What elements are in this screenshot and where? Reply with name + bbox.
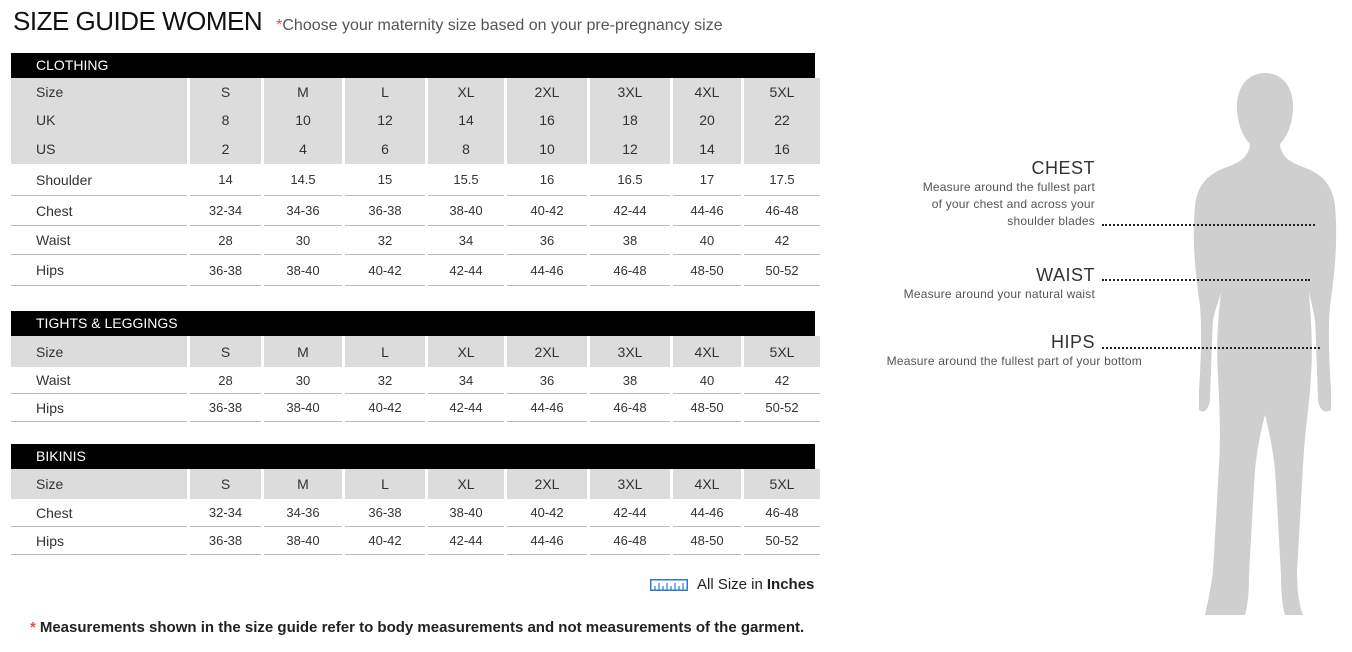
table-row <box>11 255 820 286</box>
table-row <box>11 196 820 226</box>
page-header <box>13 6 723 40</box>
hips-description: Measure around the fullest part of your bottom <box>886 354 1142 368</box>
table-cell: 40-42 <box>345 394 425 422</box>
table-cell: 36-38 <box>345 196 425 226</box>
table-cell: 4XL <box>673 78 741 106</box>
clothing-header: CLOTHING <box>11 53 815 78</box>
table-row <box>11 134 820 164</box>
table-cell: 4XL <box>673 469 741 499</box>
table-cell: 32 <box>345 367 425 394</box>
table-cell: S <box>190 469 261 499</box>
table-cell: L <box>345 336 425 367</box>
table-cell: 16.5 <box>590 164 670 196</box>
units-value: Inches <box>766 576 815 593</box>
table-cell: 16 <box>507 106 587 134</box>
table-cell: 46-48 <box>744 196 820 226</box>
table-cell: 32-34 <box>190 499 261 527</box>
table-cell: 16 <box>744 134 820 164</box>
row-label: Chest <box>11 499 187 527</box>
table-cell: 6 <box>345 134 425 164</box>
table-cell: 40 <box>673 367 741 394</box>
table-cell: 4 <box>264 134 342 164</box>
table-cell: M <box>264 469 342 499</box>
table-cell: 3XL <box>590 336 670 367</box>
table-cell: 46-48 <box>590 527 670 555</box>
table-cell: 38-40 <box>264 527 342 555</box>
table-cell: 3XL <box>590 469 670 499</box>
table-cell: 32-34 <box>190 196 261 226</box>
table-cell: 42 <box>744 226 820 255</box>
chest-label: CHEST <box>1031 158 1095 178</box>
table-cell: 30 <box>264 226 342 255</box>
chest-guide-line <box>1102 224 1315 226</box>
row-label: UK <box>11 106 187 134</box>
table-cell: 16 <box>507 164 587 196</box>
table-row <box>11 164 820 196</box>
table-cell: 38-40 <box>264 394 342 422</box>
table-cell: 12 <box>590 134 670 164</box>
table-cell: S <box>190 336 261 367</box>
table-cell: 36-38 <box>345 499 425 527</box>
table-row <box>11 226 820 255</box>
bikinis-section <box>11 444 815 555</box>
table-cell: 30 <box>264 367 342 394</box>
chest-desc-line: Measure around the fullest part <box>922 180 1095 194</box>
table-cell: 36 <box>507 226 587 255</box>
table-cell: 48-50 <box>673 394 741 422</box>
table-cell: 44-46 <box>507 394 587 422</box>
table-cell: 40-42 <box>507 499 587 527</box>
bikinis-header: BIKINIS <box>11 444 815 469</box>
table-cell: 42-44 <box>428 527 504 555</box>
table-cell: L <box>345 469 425 499</box>
table-cell: 46-48 <box>744 499 820 527</box>
table-cell: M <box>264 336 342 367</box>
table-cell: 44-46 <box>507 255 587 286</box>
table-cell: 36-38 <box>190 394 261 422</box>
page-title: SIZE GUIDE WOMEN <box>13 6 263 36</box>
table-cell: 15 <box>345 164 425 196</box>
table-cell: 28 <box>190 226 261 255</box>
table-cell: 36-38 <box>190 527 261 555</box>
table-cell: XL <box>428 336 504 367</box>
chest-desc-line: shoulder blades <box>1007 214 1095 228</box>
table-row <box>11 336 820 367</box>
table-cell: 2 <box>190 134 261 164</box>
table-cell: 48-50 <box>673 255 741 286</box>
waist-guide-line <box>1102 279 1310 281</box>
table-cell: 36 <box>507 367 587 394</box>
table-row <box>11 367 820 394</box>
hips-label: HIPS <box>1050 332 1095 352</box>
table-cell: 42-44 <box>428 394 504 422</box>
row-label: Waist <box>11 367 187 394</box>
footnote <box>30 619 804 636</box>
tights-table <box>8 336 823 422</box>
table-cell: 14 <box>428 106 504 134</box>
table-cell: 44-46 <box>673 499 741 527</box>
table-cell: 14 <box>673 134 741 164</box>
row-label: Hips <box>11 394 187 422</box>
table-cell: 44-46 <box>507 527 587 555</box>
table-cell: 5XL <box>744 78 820 106</box>
table-cell: 34 <box>428 367 504 394</box>
table-cell: 8 <box>190 106 261 134</box>
table-cell: 14 <box>190 164 261 196</box>
row-label: US <box>11 134 187 164</box>
footnote-text: Measurements shown in the size guide refer to body measurements and not measurements of the garment. <box>39 619 805 636</box>
table-cell: 42-44 <box>428 255 504 286</box>
table-cell: 36-38 <box>190 255 261 286</box>
table-cell: 2XL <box>507 78 587 106</box>
table-cell: 32 <box>345 226 425 255</box>
table-cell: 2XL <box>507 469 587 499</box>
table-cell: 5XL <box>744 336 820 367</box>
units-prefix: All Size in <box>697 576 763 593</box>
row-label: Size <box>11 336 187 367</box>
table-cell: 34-36 <box>264 196 342 226</box>
table-row <box>11 106 820 134</box>
table-cell: 38 <box>590 367 670 394</box>
tights-header: TIGHTS & LEGGINGS <box>11 311 815 336</box>
table-cell: XL <box>428 78 504 106</box>
row-label: Waist <box>11 226 187 255</box>
row-label: Size <box>11 469 187 499</box>
table-cell: 38-40 <box>264 255 342 286</box>
table-cell: 44-46 <box>673 196 741 226</box>
units-note <box>650 576 814 593</box>
chest-description <box>860 179 1095 230</box>
maternity-note <box>276 17 722 35</box>
row-label: Chest <box>11 196 187 226</box>
table-cell: 4XL <box>673 336 741 367</box>
table-cell: 40-42 <box>507 196 587 226</box>
hips-guide-line <box>1102 347 1320 349</box>
table-cell: 20 <box>673 106 741 134</box>
body-silhouette <box>1185 70 1345 620</box>
table-cell: 5XL <box>744 469 820 499</box>
table-row <box>11 527 820 555</box>
table-cell: 34-36 <box>264 499 342 527</box>
table-cell: 17.5 <box>744 164 820 196</box>
table-cell: 40 <box>673 226 741 255</box>
table-cell: 38-40 <box>428 499 504 527</box>
table-cell: S <box>190 78 261 106</box>
row-label: Shoulder <box>11 164 187 196</box>
table-cell: 15.5 <box>428 164 504 196</box>
waist-description: Measure around your natural waist <box>903 287 1095 301</box>
table-cell: 42-44 <box>590 196 670 226</box>
row-label: Size <box>11 78 187 106</box>
table-cell: 40-42 <box>345 255 425 286</box>
chest-desc-line: of your chest and across your <box>931 197 1095 211</box>
table-cell: 38-40 <box>428 196 504 226</box>
table-cell: 28 <box>190 367 261 394</box>
row-label: Hips <box>11 255 187 286</box>
bikinis-table <box>8 469 823 555</box>
table-cell: 34 <box>428 226 504 255</box>
table-cell: 8 <box>428 134 504 164</box>
note-text: Choose your maternity size based on your pre-pregnancy size <box>282 17 723 34</box>
table-cell: 50-52 <box>744 527 820 555</box>
table-cell: 2XL <box>507 336 587 367</box>
table-cell: 3XL <box>590 78 670 106</box>
table-cell: 14.5 <box>264 164 342 196</box>
ruler-icon <box>650 579 688 591</box>
table-cell: 10 <box>264 106 342 134</box>
table-cell: XL <box>428 469 504 499</box>
table-cell: 48-50 <box>673 527 741 555</box>
table-cell: 38 <box>590 226 670 255</box>
table-cell: 22 <box>744 106 820 134</box>
waist-label: WAIST <box>1036 265 1095 285</box>
table-row <box>11 78 820 106</box>
table-cell: 18 <box>590 106 670 134</box>
tights-section <box>11 311 815 422</box>
table-cell: 46-48 <box>590 255 670 286</box>
table-row <box>11 469 820 499</box>
table-cell: 42 <box>744 367 820 394</box>
table-cell: 46-48 <box>590 394 670 422</box>
table-cell: 50-52 <box>744 394 820 422</box>
table-row <box>11 499 820 527</box>
clothing-section <box>11 53 815 286</box>
table-row <box>11 394 820 422</box>
note-star: * <box>276 17 283 34</box>
table-cell: M <box>264 78 342 106</box>
table-cell: 12 <box>345 106 425 134</box>
table-cell: 42-44 <box>590 499 670 527</box>
table-cell: 10 <box>507 134 587 164</box>
table-cell: 40-42 <box>345 527 425 555</box>
clothing-table <box>8 78 823 286</box>
table-cell: 50-52 <box>744 255 820 286</box>
table-cell: L <box>345 78 425 106</box>
row-label: Hips <box>11 527 187 555</box>
footnote-star: * <box>30 619 36 636</box>
table-cell: 17 <box>673 164 741 196</box>
